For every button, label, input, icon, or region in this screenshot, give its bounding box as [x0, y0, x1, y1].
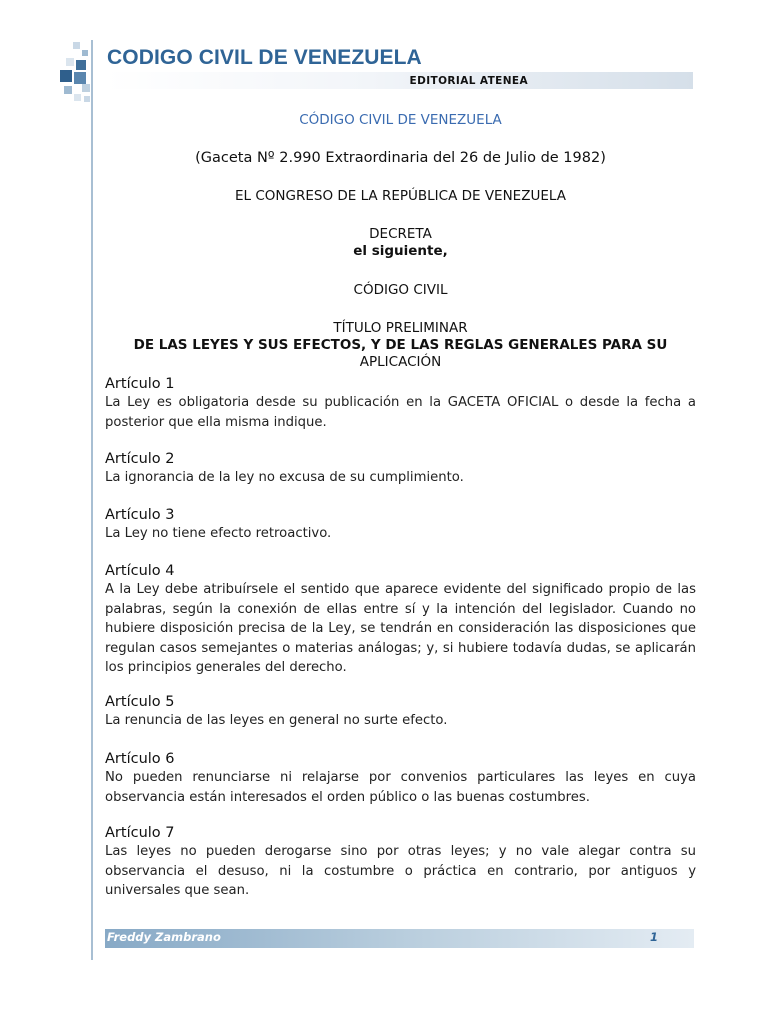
article-2 — [105, 450, 696, 488]
article-3 — [105, 506, 696, 544]
code-name: CÓDIGO CIVIL — [353, 282, 448, 298]
decree-block — [105, 226, 696, 260]
header-editorial: EDITORIAL ATENEA — [409, 75, 528, 87]
article-5 — [105, 693, 696, 731]
article-heading: Artículo 4 — [105, 563, 175, 579]
article-text: La renuncia de las leyes en general no surte efecto. — [105, 713, 448, 728]
article-text: La ignorancia de la ley no excusa de su cumplimiento. — [105, 470, 464, 485]
article-heading: Artículo 5 — [105, 694, 175, 710]
footer-author: Freddy Zambrano — [107, 930, 221, 944]
article-heading: Artículo 3 — [105, 507, 175, 523]
document-title: CÓDIGO CIVIL DE VENEZUELA — [299, 112, 502, 128]
article-heading: Artículo 2 — [105, 451, 175, 467]
title-line-3: APLICACIÓN — [359, 354, 442, 370]
article-heading: Artículo 6 — [105, 751, 175, 767]
preliminary-title — [105, 320, 696, 371]
header-title: CODIGO CIVIL DE VENEZUELA — [107, 46, 422, 69]
article-heading: Artículo 7 — [105, 825, 175, 841]
gazette-reference: (Gaceta Nº 2.990 Extraordinaria del 26 de Julio de 1982) — [195, 150, 606, 166]
article-heading: Artículo 1 — [105, 376, 175, 392]
page-number: 1 — [650, 930, 659, 944]
congress-heading: EL CONGRESO DE LA REPÚBLICA DE VENEZUELA — [235, 188, 566, 204]
article-4 — [105, 562, 696, 678]
article-text: A la Ley debe atribuírsele el sentido que aparece evidente del significado propio de las palabras, según la conexión de ellas entre sí y la intención del legislador. Cuando no hubiere disposición precisa de la Ley, se tendrán en consideración las disposiciones que regulan casos semejantes o materias análogas; y, si hubiere todavía dudas, se aplicarán los principios generales del derecho. — [105, 582, 696, 676]
article-text: Las leyes no pueden derogarse sino por otras leyes; y no vale alegar contra su observancia el desuso, ni la costumbre o práctica en contrario, por antiguos y universales que sean. — [105, 844, 696, 899]
article-text: No pueden renunciarse ni relajarse por convenios particulares las leyes en cuya observancia están interesados el orden público o las buenas costumbres. — [105, 770, 696, 805]
left-margin-rule — [91, 40, 93, 960]
title-line-1: TÍTULO PRELIMINAR — [333, 320, 468, 336]
article-1 — [105, 375, 696, 432]
article-6 — [105, 750, 696, 807]
article-7 — [105, 824, 696, 901]
decree-line-1: DECRETA — [369, 226, 432, 242]
article-text: La Ley no tiene efecto retroactivo. — [105, 526, 332, 541]
title-line-2: DE LAS LEYES Y SUS EFECTOS, Y DE LAS REGLAS GENERALES PARA SU — [133, 337, 668, 353]
decree-line-2: el siguiente, — [353, 243, 448, 259]
article-text: La Ley es obligatoria desde su publicación en la GACETA OFICIAL o desde la fecha a posterior que ella misma indique. — [105, 395, 696, 430]
